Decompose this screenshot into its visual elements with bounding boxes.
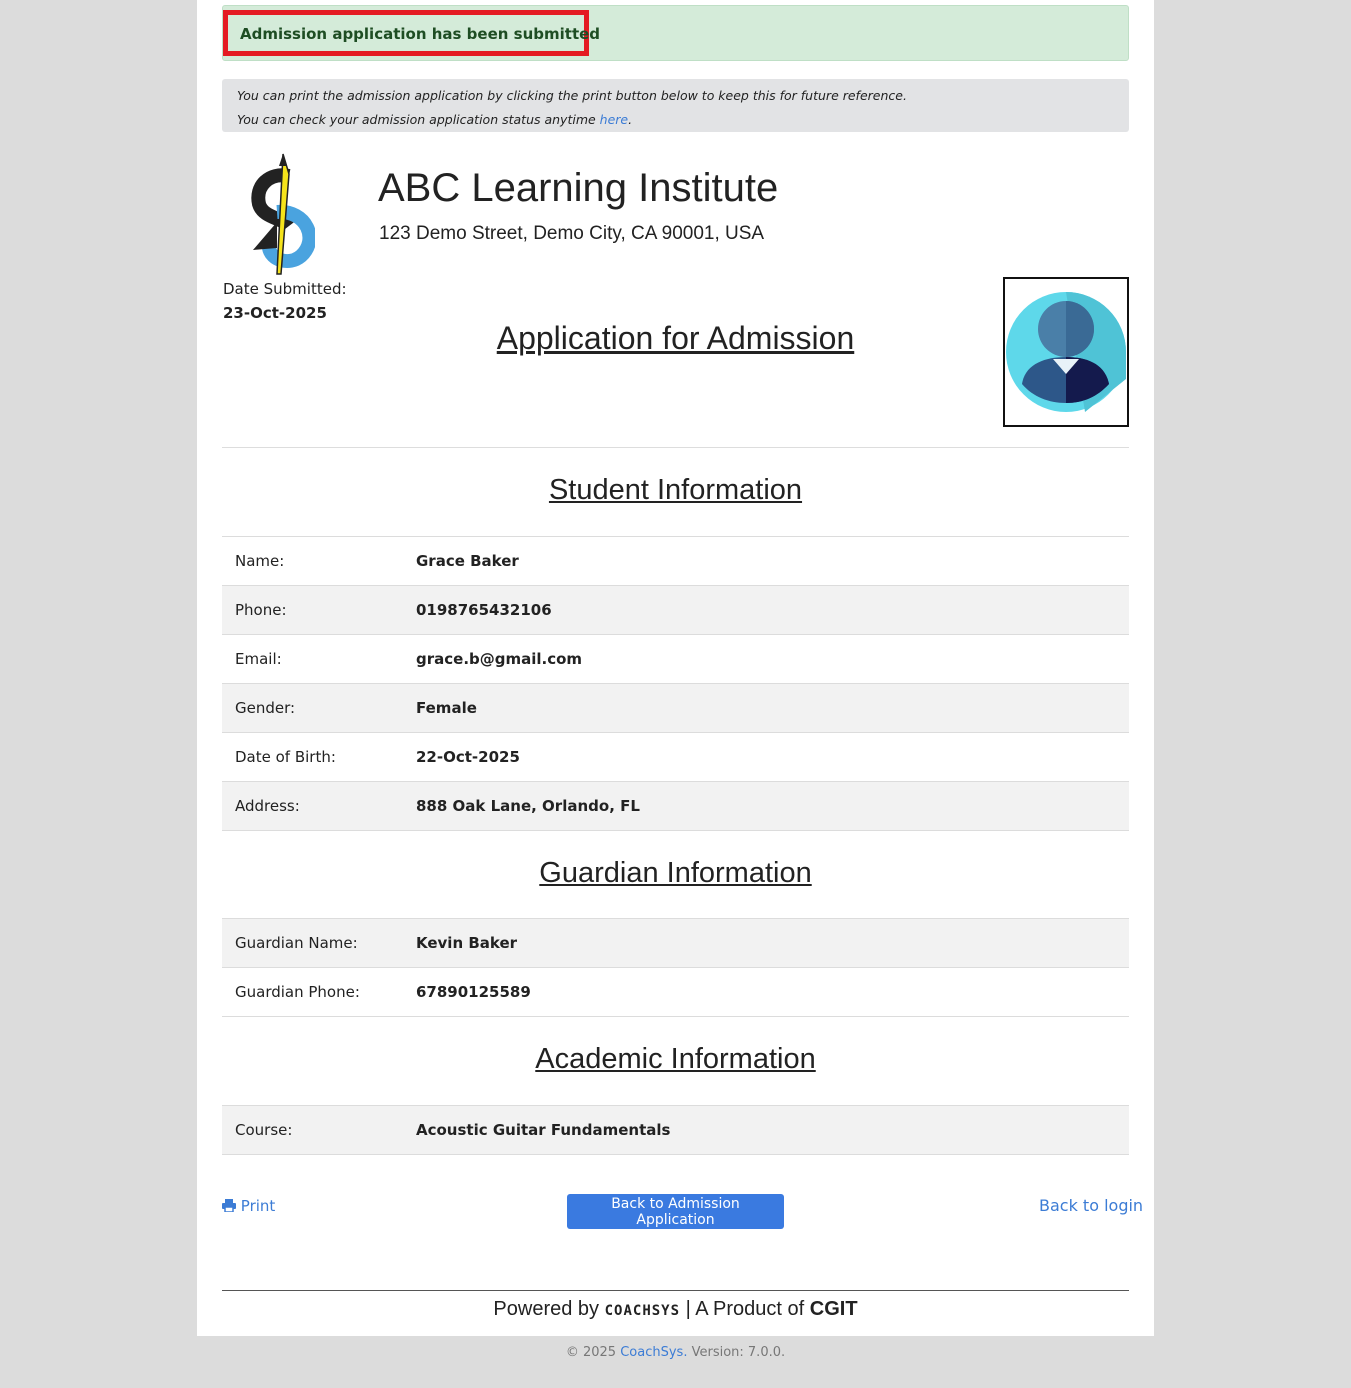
- product-text: | A Product of: [685, 1298, 805, 1320]
- row-value: Acoustic Guitar Fundamentals: [416, 1121, 671, 1139]
- academic-section-title: Academic Information: [535, 1043, 816, 1075]
- print-link[interactable]: [222, 1197, 275, 1215]
- info-alert: [222, 79, 1129, 132]
- row-label: Guardian Name:: [235, 934, 358, 952]
- row-label: Guardian Phone:: [235, 983, 360, 1001]
- row-value: 67890125589: [416, 983, 531, 1001]
- date-submitted-label: Date Submitted:: [223, 280, 347, 298]
- date-submitted-value: 23-Oct-2025: [223, 304, 327, 322]
- info-status-text: You can check your admission application status anytime: [237, 112, 600, 127]
- powered-by: [197, 1298, 1154, 1321]
- version-text: Version: 7.0.0.: [691, 1345, 786, 1360]
- academic-info-table: [222, 1105, 1129, 1155]
- table-row: [222, 684, 1129, 733]
- success-message: Admission application has been submitted: [240, 25, 601, 43]
- table-row: [222, 537, 1129, 586]
- info-status-suffix: .: [628, 112, 633, 127]
- row-value: 22-Oct-2025: [416, 748, 520, 766]
- row-value: grace.b@gmail.com: [416, 650, 583, 668]
- student-photo: [1003, 277, 1129, 427]
- copyright-prefix: © 2025: [565, 1345, 617, 1360]
- guardian-info-table: [222, 918, 1129, 1017]
- divider: [222, 447, 1129, 448]
- info-line-status: [237, 112, 632, 127]
- print-icon: [222, 1199, 236, 1212]
- row-label: Gender:: [235, 699, 296, 717]
- print-label: Print: [240, 1197, 276, 1215]
- row-value: 888 Oak Lane, Orlando, FL: [416, 797, 640, 815]
- back-to-application-button[interactable]: Back to Admission Application: [567, 1194, 784, 1229]
- row-value: 0198765432106: [416, 601, 552, 619]
- row-label: Address:: [235, 797, 300, 815]
- student-section-title: Student Information: [548, 474, 803, 506]
- row-label: Email:: [235, 650, 282, 668]
- avatar-icon: [1005, 279, 1127, 425]
- row-label: Name:: [235, 552, 285, 570]
- table-row: [222, 919, 1129, 968]
- institute-logo: [249, 152, 315, 276]
- info-line-print: You can print the admission application by clicking the print button below to keep this for future reference.: [237, 88, 907, 103]
- table-row: [222, 782, 1129, 831]
- back-to-login-link[interactable]: Back to login: [1039, 1196, 1144, 1215]
- table-row: [222, 1106, 1129, 1155]
- institute-name: ABC Learning Institute: [378, 166, 779, 210]
- table-row: [222, 968, 1129, 1017]
- page-title: Application for Admission: [496, 320, 855, 356]
- row-label: Phone:: [235, 601, 287, 619]
- table-row: [222, 635, 1129, 684]
- copyright: [0, 1345, 1351, 1360]
- row-value: Kevin Baker: [416, 934, 518, 952]
- coachsys-link[interactable]: CoachSys.: [620, 1345, 688, 1360]
- coachsys-logo: COACHSYS: [604, 1303, 681, 1319]
- table-row: [222, 733, 1129, 782]
- table-row: [222, 586, 1129, 635]
- cgit-brand: CGIT: [809, 1298, 858, 1320]
- row-value: Grace Baker: [416, 552, 519, 570]
- guardian-section-title: Guardian Information: [539, 857, 812, 889]
- row-label: Date of Birth:: [235, 748, 336, 766]
- row-value: Female: [416, 699, 477, 717]
- institute-address: 123 Demo Street, Demo City, CA 90001, USA: [379, 223, 765, 244]
- status-here-link[interactable]: here: [599, 112, 629, 127]
- page-container: [197, 0, 1154, 1336]
- success-alert: [222, 5, 1129, 61]
- row-label: Course:: [235, 1121, 293, 1139]
- student-info-table: [222, 536, 1129, 831]
- footer-divider: [222, 1290, 1129, 1291]
- powered-prefix: Powered by: [493, 1298, 600, 1320]
